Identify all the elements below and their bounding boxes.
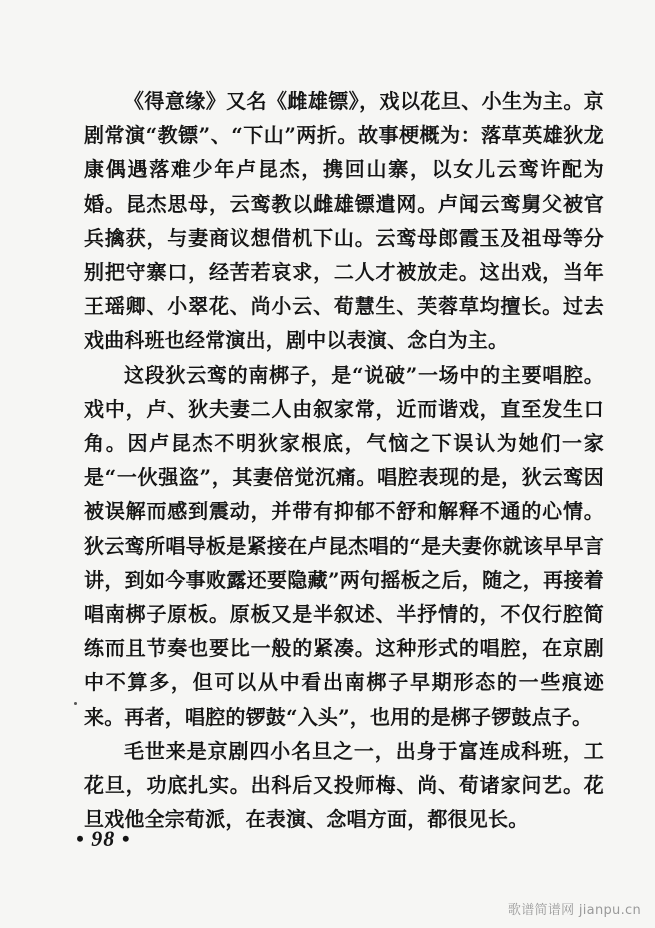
- paragraph-aria-analysis: 这段狄云鸾的南梆子，是“说破”一场中的主要唱腔。戏中，卢、狄夫妻二人由叙家常，近而谐戏，直至发生口角。因卢昆杰不明狄家根底，气恼之下误认为她们一家是“一伙强盗”，其妻倍觉沉痛。唱腔表现的是，狄云鸾因被误解而感到震动，并带有抑郁不舒和解释不通的心情。狄云鸾所唱导板是紧接在卢昆杰唱的“是夫妻你就该早早言讲，到如今事败露还要隐藏”两句摇板之后，随之，再接着唱南梆子原板。原板又是半叙述、半抒情的，不仅行腔简练而且节奏也要比一般的紧凑。这种形式的唱腔，在京剧中不算多，但可以从中看出南梆子早期形态的一些痕迹来。再者，唱腔的锣鼓“入头”，也用的是梆子锣鼓点子。: [84, 362, 604, 729]
- site-watermark: 歌谱简谱网 jianpu.cn: [507, 903, 641, 918]
- body-text: [84, 84, 604, 836]
- paragraph-performer-bio: 毛世来是京剧四小名旦之一，出身于富连成科班，工花旦，功底扎实。出科后又投师梅、尚、荀诸家问艺。花旦戏他全宗荀派，在表演、念唱方面，都很见长。: [84, 738, 604, 832]
- page-number: • 98 •: [76, 826, 131, 851]
- paragraph-synopsis: 《得意缘》又名《雌雄镖》，戏以花旦、小生为主。京剧常演“教镖”、“下山”两折。故事梗概为：落草英雄狄龙康偶遇落难少年卢昆杰，携回山寨，以女儿云鸾许配为婚。昆杰思母，云鸾教以雌雄镖遣网。卢闻云鸾舅父被官兵擒获，与妻商议想借机下山。云鸾母郎霞玉及祖母等分别把守寨口，经苦若哀求，二人才被放走。这出戏，当年王瑶卿、小翠花、尚小云、荀慧生、芙蓉草均擅长。过去戏曲科班也经常演出，剧中以表演、念白为主。: [84, 89, 604, 353]
- scan-speck: [74, 702, 77, 705]
